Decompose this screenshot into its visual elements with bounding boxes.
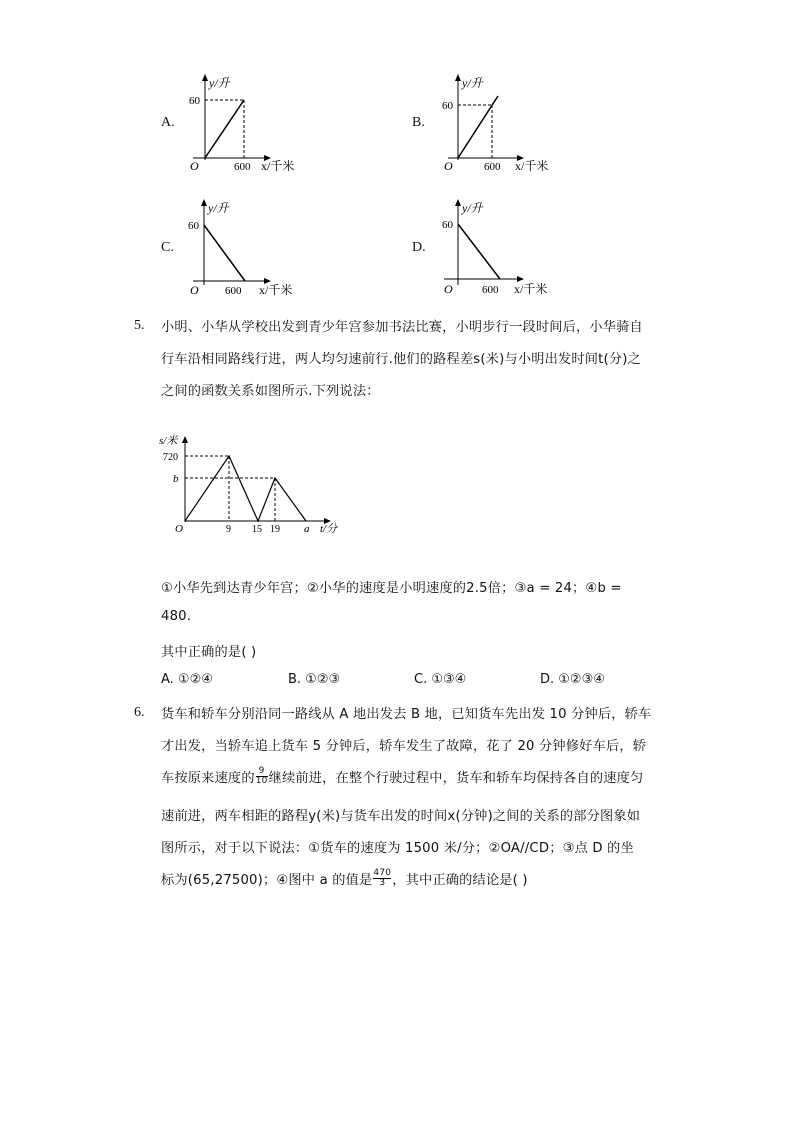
- x-tick: 600: [484, 161, 501, 173]
- y-tick-720: 720: [163, 452, 178, 463]
- option-b-label: B.: [412, 115, 425, 130]
- y-arrow: [201, 199, 207, 206]
- q5-prompt: 其中正确的是( ): [161, 645, 257, 660]
- q5-statements-2: 480.: [161, 609, 192, 624]
- q6-line-1: 货车和轿车分别沿同一路线从 A 地出发去 B 地，已知货车先出发 10 分钟后，轿车: [161, 707, 652, 722]
- origin-label: O: [175, 523, 183, 535]
- y-label: y/升: [462, 201, 483, 215]
- option-d-label: D.: [412, 240, 426, 255]
- q6-number: 6.: [134, 705, 145, 720]
- data-line: [185, 456, 306, 521]
- y-arrow: [202, 74, 208, 81]
- x-tick-15: 15: [252, 524, 262, 535]
- x-tick: 600: [482, 284, 499, 296]
- x-label: x/千米: [514, 282, 548, 296]
- q5-choice-a[interactable]: A. ①②④: [161, 672, 213, 687]
- origin-label: O: [444, 159, 453, 173]
- y-arrow: [455, 74, 461, 81]
- x-tick: 600: [234, 161, 251, 173]
- option-b-graph: [440, 72, 555, 177]
- q5-choice-c[interactable]: C. ①③④: [414, 672, 467, 687]
- q6-frac-num: 9: [258, 766, 265, 776]
- q6-frac-den: 10: [255, 776, 268, 786]
- x-label: x/千米: [515, 159, 549, 173]
- q5-line-1: 小明、小华从学校出发到青少年宫参加书法比赛，小明步行一段时间后，小华骑自: [161, 320, 643, 335]
- q6-line-6: [161, 869, 528, 888]
- y-tick: 60: [442, 219, 453, 231]
- graph-line: [205, 100, 244, 158]
- q5-choice-b[interactable]: B. ①②③: [288, 672, 341, 687]
- x-tick-19: 19: [270, 524, 280, 535]
- y-tick-b: b: [173, 473, 179, 485]
- origin-label: O: [190, 159, 199, 173]
- q5-line-3: 之间的函数关系如图所示.下列说法：: [161, 384, 380, 399]
- x-label: x/千米: [261, 159, 295, 173]
- q6-line-4: 速前进，两车相距的路程y(米)与货车出发的时间x(分钟)之间的关系的部分图象如: [161, 809, 641, 824]
- x-tick-9: 9: [226, 524, 231, 535]
- y-tick: 60: [442, 100, 453, 112]
- y-tick: 60: [188, 220, 199, 232]
- x-tick: 600: [225, 285, 242, 297]
- q6-line-5: 图所示，对于以下说法：①货车的速度为 1500 米/分；②OA//CD；③点 D 的坐: [161, 841, 634, 856]
- q6-line-2: 才出发，当轿车追上货车 5 分钟后，轿车发生了故障，花了 20 分钟修好车后，轿: [161, 739, 647, 754]
- x-tick-a: a: [304, 523, 310, 535]
- option-a-graph: [185, 72, 295, 177]
- y-arrow: [182, 436, 188, 443]
- q5-statements-1: ①小华先到达青少年宫；②小华的速度是小明速度的2.5倍；③a = 24；④b =: [161, 581, 622, 596]
- x-label: t/分: [320, 523, 338, 535]
- origin-label: O: [444, 282, 453, 296]
- option-c-graph: [185, 197, 300, 302]
- x-label: x/千米: [259, 283, 293, 297]
- q5-line-2: 行车沿相同路线行进，两人均匀速前行.他们的路程差s(米)与小明出发时间t(分)之: [161, 352, 641, 367]
- q6-line-3b: 继续前进，在整个行驶过程中，货车和轿车均保持各自的速度匀: [268, 771, 644, 786]
- q6-fraction: [256, 767, 268, 786]
- y-label: y/升: [462, 76, 483, 90]
- y-label: s/米: [159, 435, 178, 447]
- y-label: y/升: [208, 201, 229, 215]
- graph-line: [204, 225, 245, 281]
- graph-line: [458, 224, 500, 279]
- q6-line-3: [161, 767, 643, 786]
- origin-label: O: [190, 283, 199, 297]
- q5-number: 5.: [134, 318, 145, 333]
- q6-line-6b: ，其中正确的结论是( ): [392, 873, 528, 888]
- q6-frac2-den: 3: [379, 878, 386, 888]
- q6-line-3a: 车按原来速度的: [161, 771, 255, 786]
- q5-choice-d[interactable]: D. ①②③④: [540, 672, 605, 687]
- option-d-graph: [440, 197, 555, 302]
- option-a-label: A.: [161, 115, 175, 130]
- q5-distance-graph: [155, 432, 345, 542]
- y-arrow: [455, 199, 461, 206]
- q6-fraction-2: [373, 869, 391, 888]
- y-tick: 60: [189, 95, 200, 107]
- q6-frac2-num: 470: [373, 868, 392, 878]
- y-label: y/升: [209, 76, 230, 90]
- q6-line-6a: 标为(65,27500)；④图中 a 的值是: [161, 873, 373, 888]
- option-c-label: C.: [161, 240, 174, 255]
